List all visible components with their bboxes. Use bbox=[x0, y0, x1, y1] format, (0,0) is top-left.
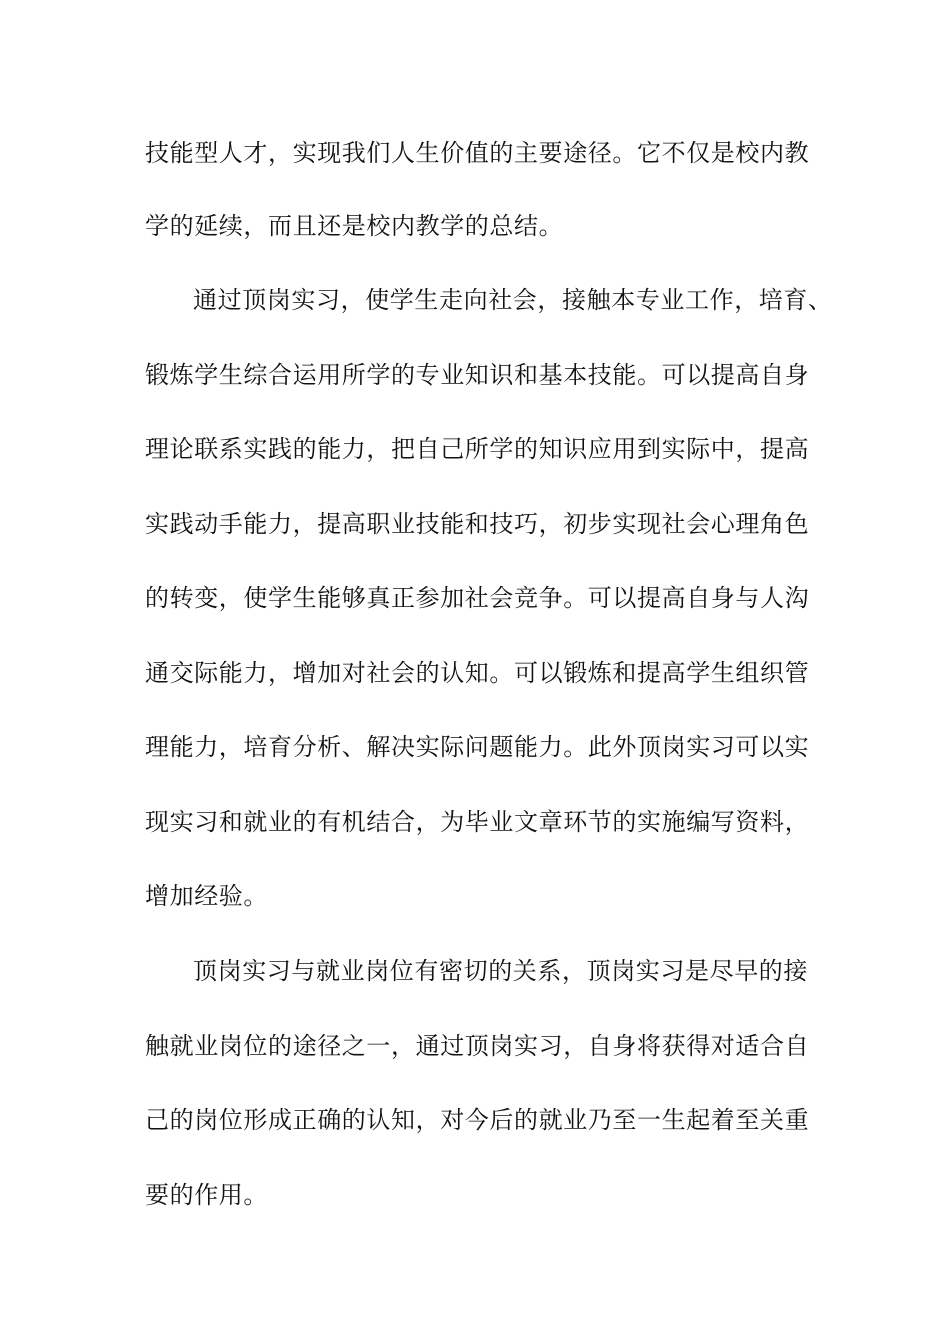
paragraph-line: 增加经验。 bbox=[145, 882, 268, 910]
paragraph-line: 顶岗实习与就业岗位有密切的关系，顶岗实习是尽早的接 bbox=[193, 957, 808, 985]
paragraph-line: 理能力，培育分析、解决实际问题能力。此外顶岗实习可以实 bbox=[145, 733, 810, 761]
paragraph-line: 现实习和就业的有机结合，为毕业文章环节的实施编写资料， bbox=[145, 808, 810, 836]
paragraph-line: 技能型人才，实现我们人生价值的主要途径。它不仅是校内教 bbox=[145, 139, 810, 167]
paragraph-line: 要的作用。 bbox=[145, 1181, 268, 1209]
paragraph-line: 学的延续，而且还是校内教学的总结。 bbox=[145, 212, 564, 240]
paragraph-line: 触就业岗位的途径之一，通过顶岗实习，自身将获得对适合自 bbox=[145, 1032, 810, 1060]
paragraph-line: 锻炼学生综合运用所学的专业知识和基本技能。可以提高自身 bbox=[145, 361, 810, 389]
paragraph-line: 通过顶岗实习，使学生走向社会，接触本专业工作，培育、 bbox=[193, 286, 833, 314]
paragraph-line: 的转变，使学生能够真正参加社会竞争。可以提高自身与人沟 bbox=[145, 584, 810, 612]
paragraph-line: 通交际能力，增加对社会的认知。可以锻炼和提高学生组织管 bbox=[145, 659, 810, 687]
paragraph-line: 实践动手能力，提高职业技能和技巧，初步实现社会心理角色 bbox=[145, 510, 810, 538]
paragraph-line: 理论联系实践的能力，把自己所学的知识应用到实际中，提高 bbox=[145, 435, 810, 463]
paragraph-line: 己的岗位形成正确的认知，对今后的就业乃至一生起着至关重 bbox=[145, 1106, 810, 1134]
